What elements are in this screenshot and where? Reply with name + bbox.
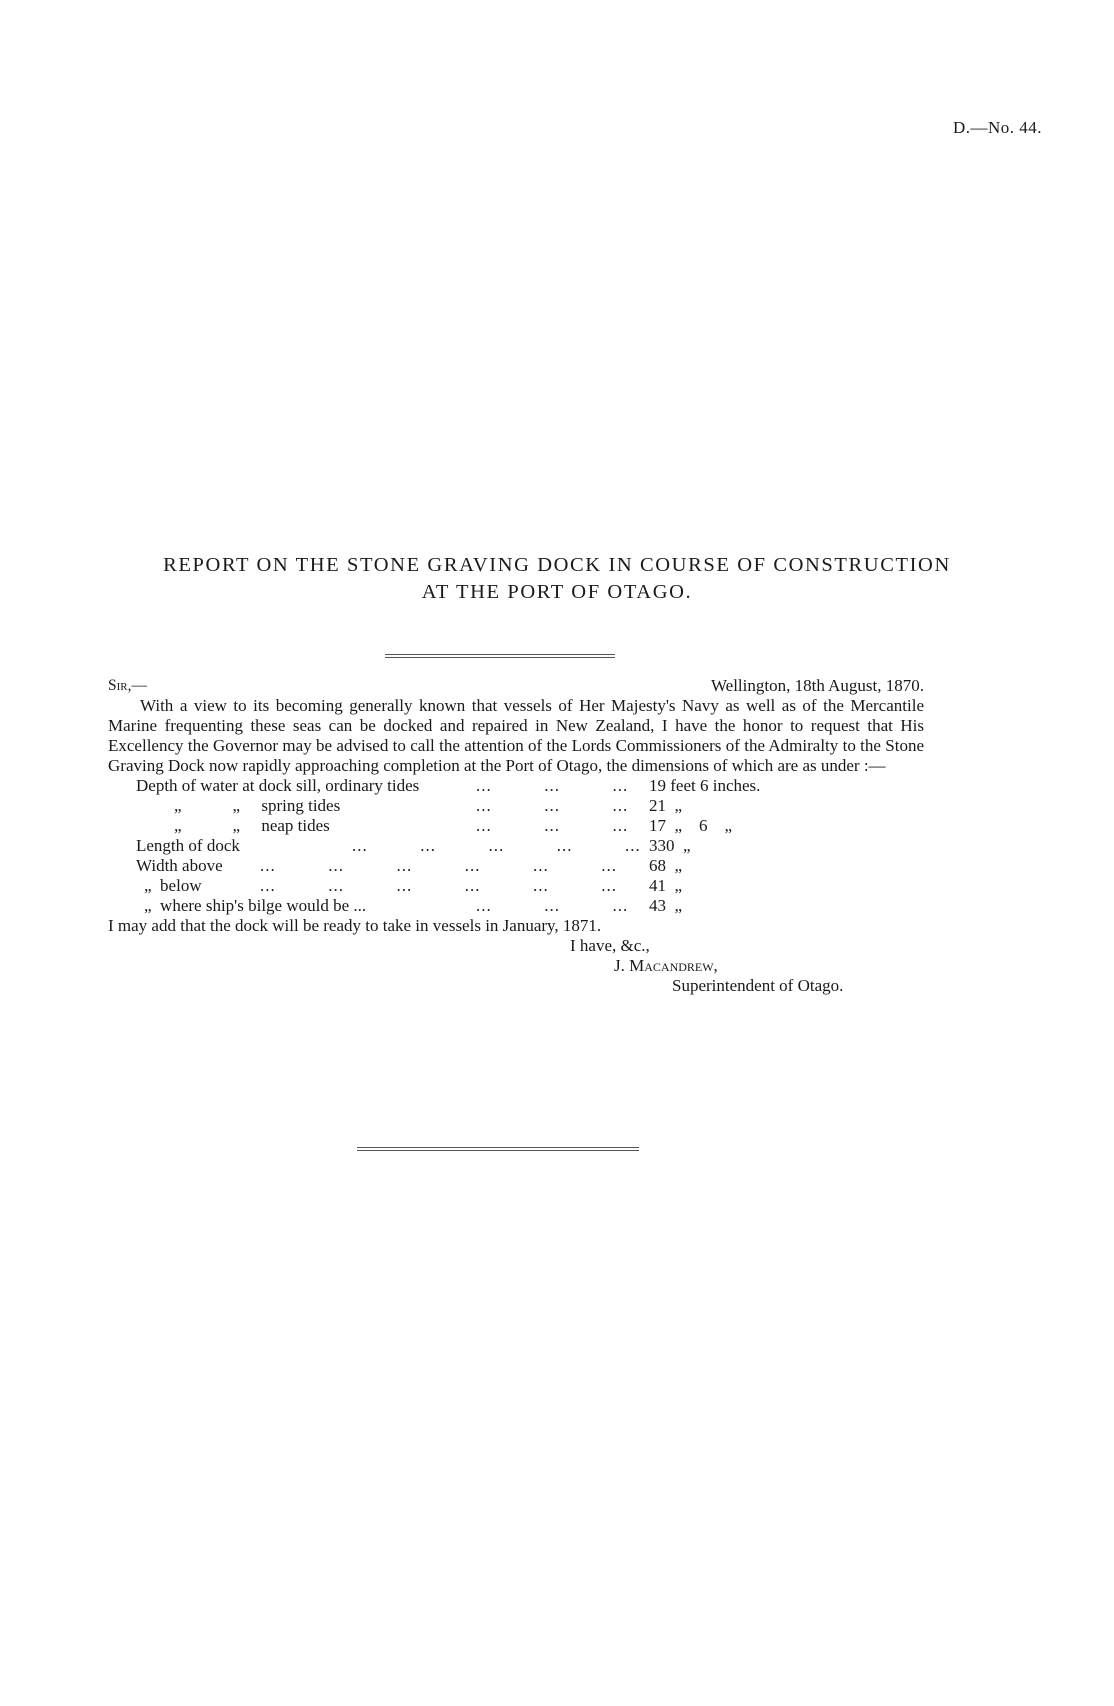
- dimension-value: 19 feet 6 inches.: [649, 776, 761, 795]
- dimension-label: Width above: [136, 856, 223, 875]
- sign-off: I have, &c.,: [570, 936, 650, 955]
- dimension-value: 43 „: [649, 896, 683, 915]
- letter-body: [108, 696, 924, 776]
- dimension-value: 21 „: [649, 796, 683, 815]
- salutation: Sir,—: [108, 677, 147, 694]
- signatory-title: Superintendent of Otago.: [672, 976, 844, 995]
- dimension-label: Length of dock: [136, 836, 240, 855]
- dimension-value: 41 „: [649, 876, 683, 895]
- dimension-row: [108, 896, 924, 916]
- dimension-dots: ... ... ... ... ... ...: [260, 876, 617, 895]
- letter-body-text: With a view to its becoming generally known that vessels of Her Majesty's Navy as well as of the Mercantile Marine frequenting these seas can be docked and repaired in New Zealand, I have the honor to request that His Excellency the Governor may be advised to call the attention of the Lords Commissioners of the Admiralty to the Stone Graving Dock now rapidly approaching completion at the Port of Otago, the dimensions of which are as under :—: [108, 696, 924, 775]
- dimension-row: [108, 816, 924, 836]
- dimension-label: „ „ neap tides: [174, 816, 330, 835]
- letter: [108, 676, 924, 996]
- dimensions-table: [108, 776, 924, 916]
- dimension-label: „ „ spring tides: [174, 796, 341, 815]
- title-line-1: REPORT ON THE STONE GRAVING DOCK IN COURSE OF CONSTRUCTION: [163, 554, 951, 576]
- document-title: [0, 552, 1114, 606]
- signature-line: [108, 956, 924, 976]
- salutation-line: [108, 676, 924, 696]
- signature: J. Macandrew,: [614, 956, 718, 975]
- letter-date: Wellington, 18th August, 1870.: [710, 676, 924, 695]
- dimension-dots: ... ... ...: [476, 816, 629, 835]
- dimension-label: Depth of water at dock sill, ordinary tides: [136, 776, 420, 795]
- title-line-2: AT THE PORT OF OTAGO.: [421, 581, 693, 603]
- dimension-value: 68 „: [649, 856, 683, 875]
- dimension-value: 330 „: [649, 836, 691, 855]
- dimension-row: [108, 856, 924, 876]
- dimension-dots: ... ... ...: [476, 776, 629, 795]
- page-reference: D.—No. 44.: [952, 118, 1042, 137]
- dimension-dots: ... ... ...: [476, 796, 629, 815]
- dimension-label: „ below: [144, 876, 202, 895]
- divider-rule-bottom: [357, 1147, 639, 1151]
- dimension-row: [108, 796, 924, 816]
- signatory-title-line: [108, 976, 924, 996]
- dimension-row: [108, 776, 924, 796]
- dimension-row: [108, 876, 924, 896]
- dimension-label: „ where ship's bilge would be ...: [144, 896, 367, 915]
- divider-rule-top: [385, 654, 615, 658]
- sign-off-line: [108, 936, 924, 956]
- dimension-dots: ... ... ...: [476, 896, 629, 915]
- dimension-dots: ... ... ... ... ... ...: [260, 856, 617, 875]
- dimension-value: 17 „ 6 „: [649, 816, 733, 835]
- dimension-row: [108, 836, 924, 856]
- closing-line: I may add that the dock will be ready to take in vessels in January, 1871.: [108, 916, 602, 935]
- dimension-dots: ... ... ... ... ...: [352, 836, 641, 855]
